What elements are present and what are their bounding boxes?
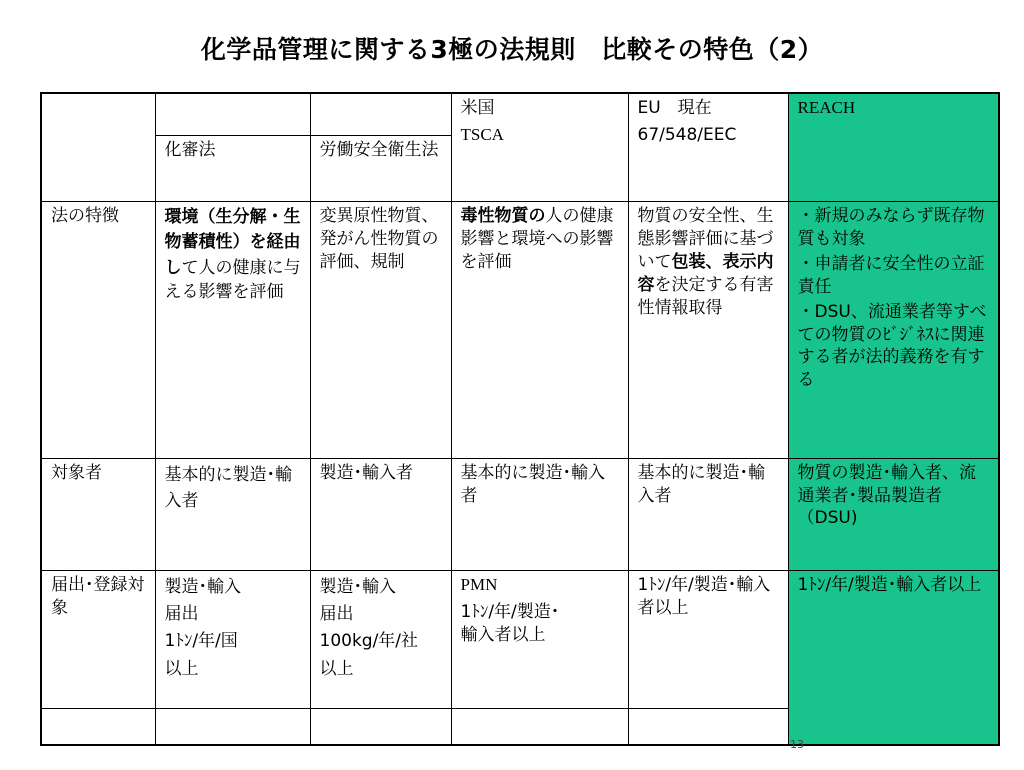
registration-anei-line3: 100kg/年/社 <box>319 631 419 652</box>
registration-label: 届出･登録対象 <box>51 574 145 618</box>
features-label: 法の特徴 <box>51 205 119 226</box>
target-kashin-text: 基本的に製造･輸入者 <box>164 464 292 511</box>
features-eu-cell <box>628 201 788 458</box>
header-eu-line1: EU 現在 <box>637 98 712 118</box>
header-kashin-label: 化審法 <box>164 139 216 160</box>
header-anei-top <box>310 93 451 135</box>
blank-cell-3 <box>310 709 451 745</box>
registration-tsca-line1: PMN <box>460 574 498 594</box>
header-eu-cell <box>628 93 788 201</box>
registration-anei-cell <box>310 570 451 708</box>
target-eu-text: 基本的に製造･輸入者 <box>637 462 765 506</box>
registration-tsca-line3: 輸入者以上 <box>460 624 546 645</box>
registration-reach-text: 1ﾄﾝ/年/製造･輸入者以上 <box>797 574 982 595</box>
target-reach-cell <box>788 458 999 570</box>
features-kashin-bold: 環境（生分解・生物蓄積性）を経由し <box>164 206 301 278</box>
target-eu-cell <box>628 458 788 570</box>
header-kashin-cell <box>155 135 310 201</box>
features-tsca-bold: 毒性物質の <box>460 205 546 226</box>
features-tsca-rest: 人の健康影響と環境への影響を評価 <box>460 205 614 272</box>
slide-title: 化学品管理に関する3極の法規則 比較その特色（2） <box>200 35 824 64</box>
registration-anei-line2: 届出 <box>319 604 354 625</box>
registration-label-cell <box>41 570 155 708</box>
header-eu-line2: 67/548/EEC <box>637 124 737 145</box>
header-reach-label: REACH <box>797 98 856 117</box>
target-row <box>41 458 999 570</box>
header-kashin-top <box>155 93 310 135</box>
features-anei-cell <box>310 201 451 458</box>
header-row-top <box>41 93 999 135</box>
registration-kashin-line3: 1ﾄﾝ/年/国 <box>164 631 238 652</box>
target-reach-text: 物質の製造･輸入者、流通業者･製品製造者（DSU) <box>797 462 976 529</box>
header-tsca-cell <box>451 93 628 201</box>
registration-tsca-line2: 1ﾄﾝ/年/製造･ <box>460 601 560 622</box>
features-reach-cell <box>788 201 999 458</box>
features-tsca-cell <box>451 201 628 458</box>
page-number: 13 <box>790 738 804 751</box>
features-eu-post: を決定する有害性情報取得 <box>637 274 774 318</box>
features-kashin-cell <box>155 201 310 458</box>
registration-tsca-cell <box>451 570 628 708</box>
features-row <box>41 201 999 458</box>
target-label-cell <box>41 458 155 570</box>
header-anei-cell <box>310 135 451 201</box>
features-reach-item-2: ・申請者に安全性の立証責任 <box>797 253 985 297</box>
features-reach-item-3: ・DSU、流通業者等すべての物質のﾋﾞｼﾞﾈｽに関連する者が法的義務を有する <box>797 301 987 391</box>
features-kashin-rest: て人の健康に与える影響を評価 <box>164 257 301 303</box>
header-tsca-line1: 米国 <box>460 98 495 118</box>
features-eu-pre: 物質の安全性、生態影響評価に基づいて <box>637 205 774 272</box>
header-anei-label: 労働安全衛生法 <box>319 139 439 160</box>
registration-eu-cell <box>628 570 788 708</box>
header-corner-cell <box>41 93 155 201</box>
registration-kashin-line1: 製造･輸入 <box>164 576 241 597</box>
blank-cell-2 <box>155 709 310 745</box>
header-reach-cell <box>788 93 999 201</box>
target-tsca-text: 基本的に製造･輸入者 <box>460 462 605 506</box>
target-tsca-cell <box>451 458 628 570</box>
comparison-table <box>40 92 1000 746</box>
registration-row <box>41 570 999 708</box>
features-label-cell <box>41 201 155 458</box>
target-kashin-cell <box>155 458 310 570</box>
registration-reach-cell <box>788 570 999 745</box>
registration-kashin-line2: 届出 <box>164 604 199 625</box>
registration-eu-text: 1ﾄﾝ/年/製造･輸入者以上 <box>637 574 771 618</box>
registration-kashin-cell <box>155 570 310 708</box>
target-anei-text: 製造･輸入者 <box>319 462 413 483</box>
header-tsca-line2: TSCA <box>460 124 504 144</box>
registration-anei-line1: 製造･輸入 <box>319 576 396 597</box>
target-anei-cell <box>310 458 451 570</box>
blank-cell-1 <box>41 709 155 745</box>
blank-cell-5 <box>628 709 788 745</box>
target-label: 対象者 <box>51 462 102 483</box>
registration-anei-line4: 以上 <box>319 658 354 679</box>
features-reach-item-1: ・新規のみならず既存物質も対象 <box>797 205 985 249</box>
blank-cell-4 <box>451 709 628 745</box>
registration-kashin-line4: 以上 <box>164 658 199 679</box>
features-eu-bold: 包装、表示内容 <box>637 251 774 295</box>
features-anei-text: 変異原性物質、発がん性物質の評価、規制 <box>319 205 439 272</box>
